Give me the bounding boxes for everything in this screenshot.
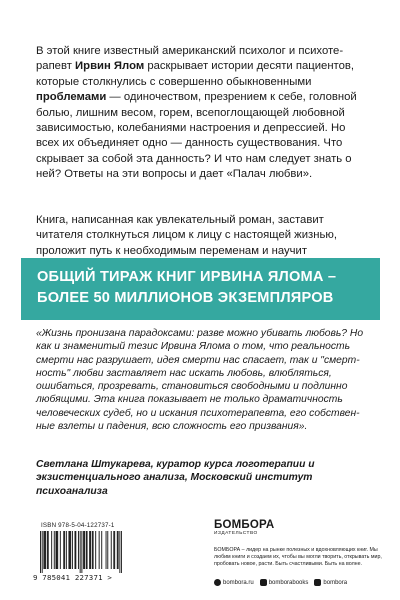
barcode-bar [75, 531, 76, 569]
barcode-bars [40, 531, 122, 573]
barcode-bar [56, 531, 57, 569]
author-name: Ирвин Ялом [75, 60, 145, 73]
social-label: bombora.ru [223, 579, 254, 586]
barcode-bar [60, 531, 61, 569]
barcode-bar [84, 531, 85, 569]
social-link-website[interactable] [214, 579, 254, 586]
barcode-bar [89, 531, 90, 569]
barcode-bar [56, 531, 57, 569]
barcode [33, 529, 125, 585]
barcode-bar [80, 531, 81, 573]
barcode-bar [70, 531, 71, 569]
barcode-bar [101, 531, 102, 569]
barcode-bar [93, 531, 94, 569]
barcode-bar [69, 531, 70, 569]
social-label: bombora [323, 579, 348, 586]
barcode-bar [45, 531, 46, 569]
barcode-bar [64, 531, 65, 569]
barcode-bar [119, 531, 120, 573]
barcode-bar [40, 531, 41, 573]
description-paragraph-1 [36, 44, 370, 183]
barcode-bar [111, 531, 112, 569]
publisher-logo-text: БОМБОРА [214, 519, 275, 531]
barcode-bar [87, 531, 88, 569]
barcode-bar [117, 531, 118, 569]
barcode-bar [81, 531, 82, 573]
social-link-instagram[interactable] [314, 579, 347, 586]
review-author: Светлана Штукарева, куратор курса логотерапии и экзистенциального анализа, Московский институт психоанализа [36, 459, 315, 497]
barcode-bar [43, 531, 44, 569]
banner-text: ОБЩИЙ ТИРАЖ КНИГ ИРВИНА ЯЛОМА – БОЛЕЕ 50 МИЛЛИОНОВ ЭКЗЕМПЛЯРОВ [37, 269, 337, 306]
barcode-bar [95, 531, 96, 569]
barcode-bar [68, 531, 69, 569]
publisher-description: БОМБОРА – лидер на рынке полезных и вдохновляющих книг. Мы любим книги и создаем их, чтобы вы могли творить, открывать мир, пробовать новое, расти. Быть счастливыми. Быть на волне. [214, 547, 382, 567]
publisher-logo [214, 519, 274, 537]
circulation-banner [21, 258, 380, 320]
problems-highlight: проблемами [36, 91, 107, 104]
barcode-bar [66, 531, 67, 569]
barcode-bar [90, 531, 91, 569]
social-label: bomborabooks [268, 579, 309, 586]
barcode-bar [121, 531, 122, 573]
barcode-bar [44, 531, 45, 569]
barcode-bar [99, 531, 100, 569]
description-text: раскрывает истории десяти пациентов, которые столкнулись с совершенно обыкновенными [36, 60, 355, 88]
barcode-bar [113, 531, 114, 569]
description-paragraph-2: Книга, написанная как увлекательный роман, заставит читателя столкнуться лицом к лицу с настоящей жизнью, проложит путь к необходимым переменам и научит [36, 214, 337, 257]
barcode-bar [83, 531, 84, 569]
isbn-label: ISBN 978-5-04-122737-1 [41, 522, 115, 529]
barcode-bar [42, 531, 43, 573]
description-text: В этой книге известный американский психолог и психотерапевт [36, 45, 344, 73]
barcode-bar [47, 531, 48, 569]
barcode-bar [54, 531, 55, 569]
barcode-bar [114, 531, 115, 569]
barcode-bar [92, 531, 93, 569]
barcode-bar [48, 531, 49, 569]
barcode-digits: 9 785041 227371 > [33, 573, 113, 582]
social-link-vk[interactable] [260, 579, 309, 586]
barcode-bar [72, 531, 73, 569]
publisher-logo-subtitle: ИЗДАТЕЛЬСТВО [214, 531, 258, 536]
barcode-bar [86, 531, 87, 569]
barcode-bar [75, 531, 76, 569]
review-quote: «Жизнь пронизана парадоксами: разве можно убивать любовь? Но как и знаменитый тезис Ирвина Ялома о том, что реальность смерти нас разрушает, идея смерти нас спасает, так и "смертность" любви заставляет нас искать любовь, влюбляться, ошибаться, прозревать, становиться свободными и подлинно любящими. Эта книга показывает не только драматичность человеческих судеб, но и искания психотерапевта, его собственные взлеты и падения, всю сложность его призвания». [36, 328, 364, 433]
vk-icon [260, 579, 267, 586]
barcode-bar [107, 531, 108, 569]
barcode-bar [78, 531, 79, 569]
barcode-bar [57, 531, 58, 569]
barcode-bar [106, 531, 107, 569]
instagram-icon [314, 579, 321, 586]
social-links [214, 579, 353, 586]
barcode-bar [63, 531, 64, 569]
description-text: — одиночеством, презрением к себе, головной болью, лишним весом, горем, всепоглощающей любовной зависимостью, колебаниями настроения и депрессией. Но всех их объединяет одно — данность существования. Что скрывает за собой эта данность? И что нам следует знать о ней? Ответы на эти вопросы и дает «Палач любви». [36, 91, 357, 181]
barcode-bar [118, 531, 119, 569]
barcode-bar [51, 531, 52, 569]
globe-icon [214, 579, 221, 586]
